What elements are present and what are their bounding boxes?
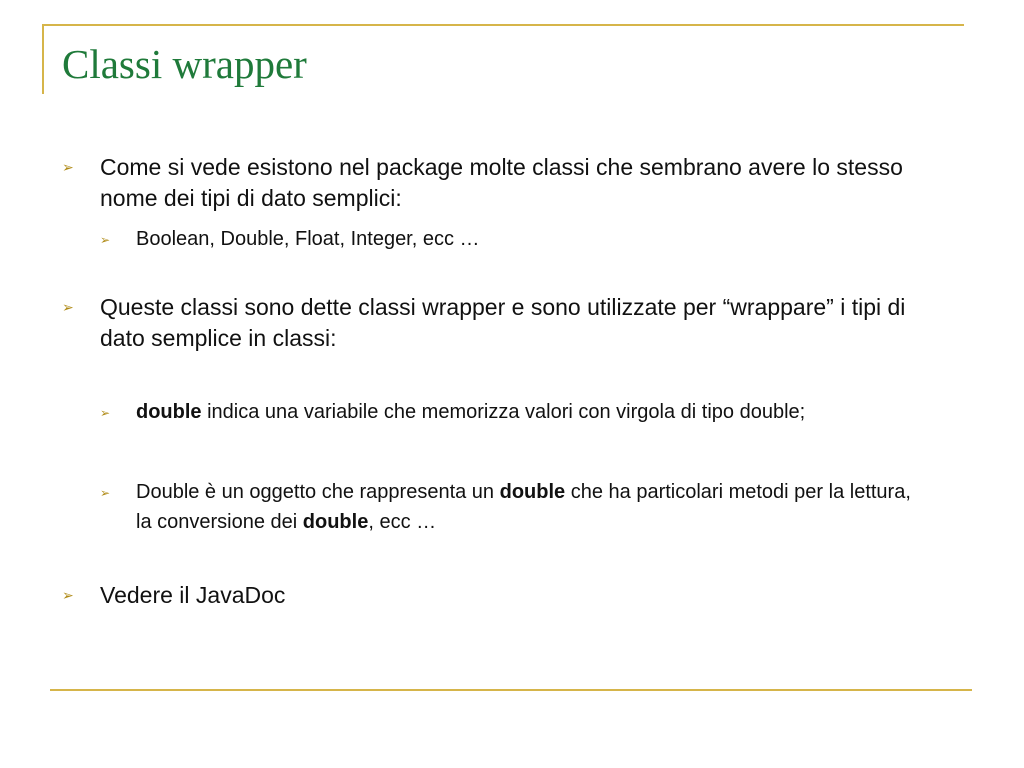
bold-keyword: double <box>499 481 566 503</box>
subbullet-double-object <box>100 477 922 537</box>
subbullet-double-primitive <box>100 397 922 427</box>
bottom-rule <box>50 689 972 691</box>
bullet-package-classes <box>62 152 922 214</box>
bullet-javadoc <box>62 580 922 611</box>
arrow-bullet-icon: ➢ <box>100 486 111 500</box>
bullet-wrapper-definition <box>62 292 922 354</box>
bullet-text: indica una variabile che memorizza valori con virgola di tipo double; <box>201 401 806 423</box>
slide-body <box>62 152 922 611</box>
arrow-bullet-icon: ➢ <box>62 588 74 604</box>
bullet-text: Boolean, Double, Float, Integer, ecc … <box>136 228 480 250</box>
bullet-text: Queste classi sono dette classi wrapper e sono utilizzate per “wrappare” i tipi di dato semplice in classi: <box>100 294 906 351</box>
bullet-text: Double è un oggetto che rappresenta un <box>136 481 500 503</box>
arrow-bullet-icon: ➢ <box>100 406 111 420</box>
left-rule <box>42 24 44 94</box>
bullet-text: Vedere il JavaDoc <box>100 582 286 608</box>
arrow-bullet-icon: ➢ <box>62 300 74 316</box>
top-rule <box>42 24 964 26</box>
arrow-bullet-icon: ➢ <box>62 160 74 176</box>
slide-title: Classi wrapper <box>62 41 307 87</box>
bold-keyword: double <box>136 401 202 423</box>
bold-keyword: double <box>302 511 369 533</box>
bullet-text: Come si vede esistono nel package molte classi che sembrano avere lo stesso nome dei tipi di dato semplici: <box>100 154 903 211</box>
bullet-text: che ha particolari metodi per la lettura, la conversione dei <box>136 481 911 533</box>
bullet-text: , ecc … <box>368 511 437 533</box>
subbullet-type-list <box>100 224 922 254</box>
arrow-bullet-icon: ➢ <box>100 233 111 247</box>
